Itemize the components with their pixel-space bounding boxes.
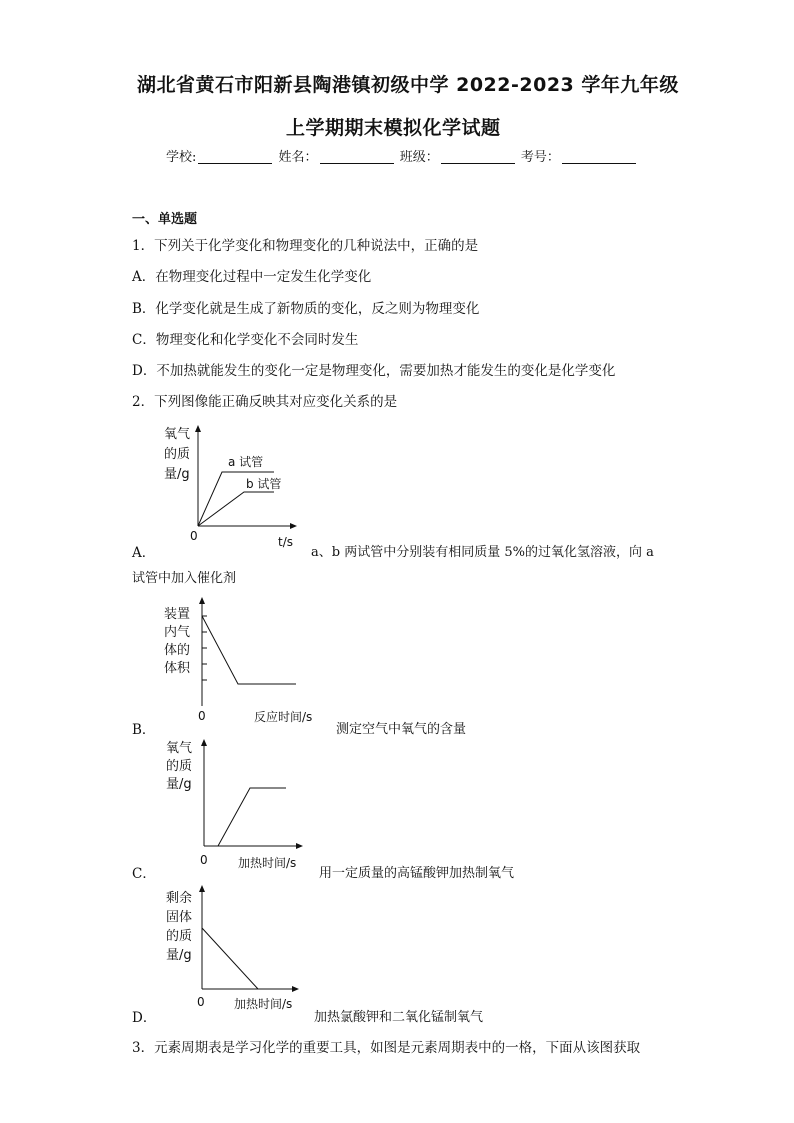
y-label-line3: 的质 [166, 929, 193, 944]
x-label: 反应时间/s [254, 710, 313, 724]
q2-option-d-letter: D． [132, 1010, 157, 1026]
q1-option-a: A．在物理变化过程中一定发生化学变化 [132, 269, 372, 285]
q2-option-a-letter: A． [132, 545, 156, 561]
x-label: 加热时间/s [234, 997, 293, 1011]
q2-stem: 2．下列图像能正确反映其对应变化关系的是 [132, 394, 398, 410]
y-label-line3: 量/g [164, 467, 190, 482]
q2-option-b-caption: 测定空气中氧气的含量 [336, 722, 467, 737]
q2-option-c-letter: C． [132, 866, 156, 882]
series-label-b: b 试管 [246, 477, 282, 491]
origin-label: 0 [190, 529, 198, 543]
y-label-line3: 量/g [166, 777, 192, 792]
class-label: 班级： [399, 150, 439, 165]
q2-option-b-letter: B． [132, 722, 156, 738]
section-heading: 一、单选题 [132, 212, 198, 227]
q1-option-c: C．物理变化和化学变化不会同时发生 [132, 332, 359, 348]
student-info-row [166, 146, 638, 165]
q2-option-c-caption: 用一定质量的高锰酸钾加热制氧气 [319, 866, 515, 881]
y-label-line1: 装置 [164, 607, 191, 622]
curve-b [198, 492, 274, 526]
q3-stem: 3．元素周期表是学习化学的重要工具，如图是元素周期表中的一格，下面从该图获取 [132, 1040, 641, 1056]
series-label-a: a 试管 [228, 455, 264, 469]
name-label: 姓名： [278, 150, 318, 165]
page-title-line2: 上学期期末模拟化学试题 [286, 117, 501, 139]
y-label-line2: 固体 [166, 910, 193, 925]
curve [204, 788, 286, 846]
q2-graph-b [158, 596, 334, 728]
y-label-line2: 的质 [164, 447, 191, 462]
y-label-line2: 内气 [164, 625, 191, 640]
name-blank[interactable] [320, 149, 394, 164]
x-label: 加热时间/s [238, 856, 297, 870]
y-label-line1: 氧气 [166, 741, 193, 756]
origin-label: 0 [200, 853, 208, 867]
y-label-line2: 的质 [166, 759, 193, 774]
school-blank[interactable] [198, 149, 272, 164]
y-label-line4: 体积 [164, 661, 191, 676]
q2-graph-a [150, 418, 310, 552]
origin-label: 0 [197, 995, 205, 1009]
y-label-line1: 剩余 [166, 891, 193, 906]
q2-graph-c [160, 736, 318, 872]
q1-option-d: D．不加热就能发生的变化一定是物理变化，需要加热才能发生的变化是化学变化 [132, 363, 616, 379]
q2-option-a-caption-line2: 试管中加入催化剂 [132, 571, 237, 586]
origin-label: 0 [198, 709, 206, 723]
curve [202, 928, 258, 989]
y-label-line4: 量/g [166, 948, 192, 963]
exam-number-blank[interactable] [562, 149, 636, 164]
q2-option-d-caption: 加热氯酸钾和二氧化锰制氧气 [314, 1010, 484, 1025]
school-label: 学校: [166, 150, 197, 165]
class-blank[interactable] [441, 149, 515, 164]
q2-option-a-caption-line1: a、b 两试管中分别装有相同质量 5%的过氧化氢溶液，向 a [311, 545, 654, 560]
q1-option-b: B．化学变化就是生成了新物质的变化，反之则为物理变化 [132, 301, 480, 317]
y-label-line3: 体的 [164, 643, 191, 658]
q2-graph-d [160, 884, 308, 1012]
y-label-line1: 氧气 [164, 427, 191, 442]
curve [202, 616, 296, 684]
q1-stem: 1．下列关于化学变化和物理变化的几种说法中，正确的是 [132, 238, 479, 254]
exam-number-label: 考号： [520, 150, 560, 165]
page-title-line1: 湖北省黄石市阳新县陶港镇初级中学 2022-2023 学年九年级 [137, 74, 679, 96]
x-label: t/s [278, 535, 293, 549]
